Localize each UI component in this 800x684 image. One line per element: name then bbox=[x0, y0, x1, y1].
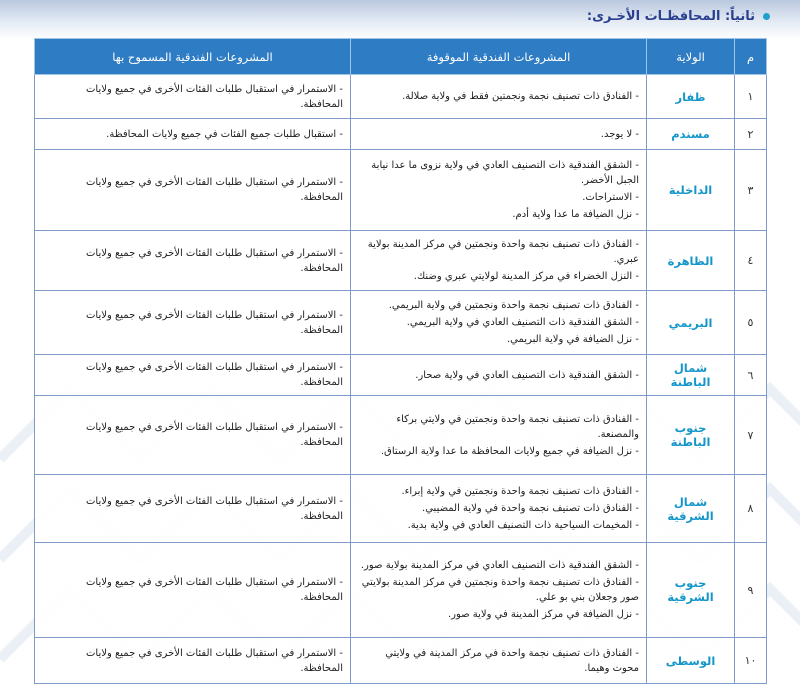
header-num: م bbox=[735, 39, 767, 75]
state-name: البريمي bbox=[647, 291, 735, 355]
stopped-item: - الاستراحات. bbox=[582, 192, 639, 203]
stopped-item: - الفنادق ذات تصنيف نجمة واحدة ونجمتين في مركز المدينة بولاية عبري. bbox=[367, 239, 639, 265]
stopped-item: - الشقق الفندقية ذات التصنيف العادي في ولاية نزوى ما عدا نيابة الجبل الأخضر. bbox=[371, 160, 639, 186]
table-row bbox=[35, 119, 767, 150]
stopped-projects bbox=[351, 638, 647, 684]
table-row bbox=[35, 355, 767, 396]
stopped-item: - النزل الخضراء في مركز المدينة لولايتي عبري وضنك. bbox=[413, 271, 639, 282]
stopped-item: - الفنادق ذات تصنيف نجمة واحدة ونجمتين في ولاية إبراء. bbox=[401, 486, 639, 497]
row-number: ٦ bbox=[735, 355, 767, 396]
header-state: الولاية bbox=[647, 39, 735, 75]
state-name: الوسطى bbox=[647, 638, 735, 684]
header-allowed: المشروعات الفندقية المسموح بها bbox=[35, 39, 351, 75]
table-row bbox=[35, 475, 767, 543]
state-name: شمال الشرقية bbox=[647, 475, 735, 543]
row-number: ٨ bbox=[735, 475, 767, 543]
stopped-item: - لا يوجد. bbox=[600, 128, 639, 140]
stopped-projects bbox=[351, 231, 647, 291]
allowed-item: - الاستمرار في استقبال طلبات الفئات الأخرى في جميع ولايات المحافظة. bbox=[86, 577, 343, 603]
allowed-projects bbox=[35, 119, 351, 150]
state-name: جنوب الباطنة bbox=[647, 396, 735, 475]
allowed-projects bbox=[35, 75, 351, 119]
table-row bbox=[35, 543, 767, 638]
allowed-item: - الاستمرار في استقبال طلبات الفئات الأخرى في جميع ولايات المحافظة. bbox=[86, 422, 343, 448]
stopped-projects bbox=[351, 291, 647, 355]
stopped-item: - الفنادق ذات تصنيف نجمة واحدة ونجمتين في ولاية البريمي. bbox=[388, 300, 639, 311]
allowed-projects bbox=[35, 231, 351, 291]
allowed-projects bbox=[35, 150, 351, 231]
row-number: ١ bbox=[735, 75, 767, 119]
row-number: ٧ bbox=[735, 396, 767, 475]
allowed-item: - الاستمرار في استقبال طلبات الفئات الأخرى في جميع ولايات المحافظة. bbox=[86, 362, 343, 388]
allowed-item: - الاستمرار في استقبال طلبات الفئات الأخرى في جميع ولايات المحافظة. bbox=[86, 309, 343, 336]
row-number: ١٠ bbox=[735, 638, 767, 684]
allowed-projects bbox=[35, 396, 351, 475]
state-name: جنوب الشرقية bbox=[647, 543, 735, 638]
state-name: ظفار bbox=[647, 75, 735, 119]
table-row bbox=[35, 150, 767, 231]
stopped-projects bbox=[351, 543, 647, 638]
stopped-item: - المخيمات السياحية ذات التصنيف العادي في ولاية بدية. bbox=[407, 520, 639, 531]
allowed-projects bbox=[35, 475, 351, 543]
stopped-projects bbox=[351, 119, 647, 150]
row-number: ٣ bbox=[735, 150, 767, 231]
table-header-row bbox=[35, 39, 767, 75]
allowed-item: - الاستمرار في استقبال طلبات الفئات الأخرى في جميع ولايات المحافظة. bbox=[86, 495, 343, 522]
stopped-item: - الشقق الفندقية ذات التصنيف العادي في مركز المدينة بولاية صور. bbox=[360, 560, 639, 571]
table-row bbox=[35, 291, 767, 355]
stopped-item: - الفنادق ذات تصنيف نجمة واحدة ونجمتين في ولايتي بركاء والمصنعة. bbox=[396, 413, 639, 440]
table-row bbox=[35, 75, 767, 119]
row-number: ٩ bbox=[735, 543, 767, 638]
allowed-item: - الاستمرار في استقبال طلبات الفئات الأخرى في جميع ولايات المحافظة. bbox=[86, 177, 343, 203]
table-row bbox=[35, 638, 767, 684]
stopped-item: - الفنادق ذات تصنيف نجمة ونجمتين فقط في ولاية صلالة. bbox=[402, 91, 639, 102]
stopped-item: - الشقق الفندقية ذات التصنيف العادي في ولاية صحار. bbox=[415, 369, 639, 381]
allowed-projects bbox=[35, 543, 351, 638]
table-row bbox=[35, 396, 767, 475]
stopped-item: - الفنادق ذات تصنيف نجمة واحدة في ولاية المضيبي. bbox=[422, 503, 639, 514]
state-name: الداخلية bbox=[647, 150, 735, 231]
allowed-projects bbox=[35, 355, 351, 396]
stopped-projects bbox=[351, 396, 647, 475]
stopped-item: - الشقق الفندقية ذات التصنيف العادي في ولاية البريمي. bbox=[406, 317, 639, 328]
hotel-projects-table bbox=[34, 38, 767, 684]
stopped-projects bbox=[351, 475, 647, 543]
stopped-projects bbox=[351, 355, 647, 396]
stopped-item: - نزل الضيافة في جميع ولايات المحافظة ما عدا ولاية الرستاق. bbox=[380, 445, 639, 457]
allowed-projects bbox=[35, 291, 351, 355]
stopped-projects bbox=[351, 75, 647, 119]
stopped-item: - نزل الضيافة في مركز المدينة في ولاية صور. bbox=[447, 609, 639, 620]
bullet-icon bbox=[763, 13, 770, 20]
state-name: مسندم bbox=[647, 119, 735, 150]
section-heading bbox=[587, 9, 770, 24]
stopped-projects bbox=[351, 150, 647, 231]
header-stopped: المشروعات الفندقية الموقوفة bbox=[351, 39, 647, 75]
row-number: ٢ bbox=[735, 119, 767, 150]
row-number: ٤ bbox=[735, 231, 767, 291]
row-number: ٥ bbox=[735, 291, 767, 355]
allowed-projects bbox=[35, 638, 351, 684]
stopped-item: - الفنادق ذات تصنيف نجمة واحدة ونجمتين في مركز المدينة بولايتي صور وجعلان بني بو علي. bbox=[361, 577, 639, 603]
stopped-item: - نزل الضيافة في ولاية البريمي. bbox=[506, 334, 639, 345]
state-name: شمال الباطنة bbox=[647, 355, 735, 396]
section-title: ثانياً: المحافظـات الأخـرى: bbox=[586, 9, 755, 24]
allowed-item: - الاستمرار في استقبال طلبات الفئات الأخرى في جميع ولايات المحافظة. bbox=[86, 647, 343, 674]
allowed-item: - الاستمرار في استقبال طلبات الفئات الأخرى في جميع ولايات المحافظة. bbox=[86, 83, 343, 110]
state-name: الظاهرة bbox=[647, 231, 735, 291]
allowed-item: - الاستمرار في استقبال طلبات الفئات الأخرى في جميع ولايات المحافظة. bbox=[86, 247, 343, 274]
stopped-item: - الفنادق ذات تصنيف نجمة واحدة في مركز المدينة في ولايتي محوت وهيما. bbox=[385, 647, 639, 674]
allowed-item: - استقبال طلبات جميع الفئات في جميع ولايات المحافظة. bbox=[106, 128, 343, 140]
table-row bbox=[35, 231, 767, 291]
stopped-item: - نزل الضيافة ما عدا ولاية أدم. bbox=[512, 209, 639, 220]
